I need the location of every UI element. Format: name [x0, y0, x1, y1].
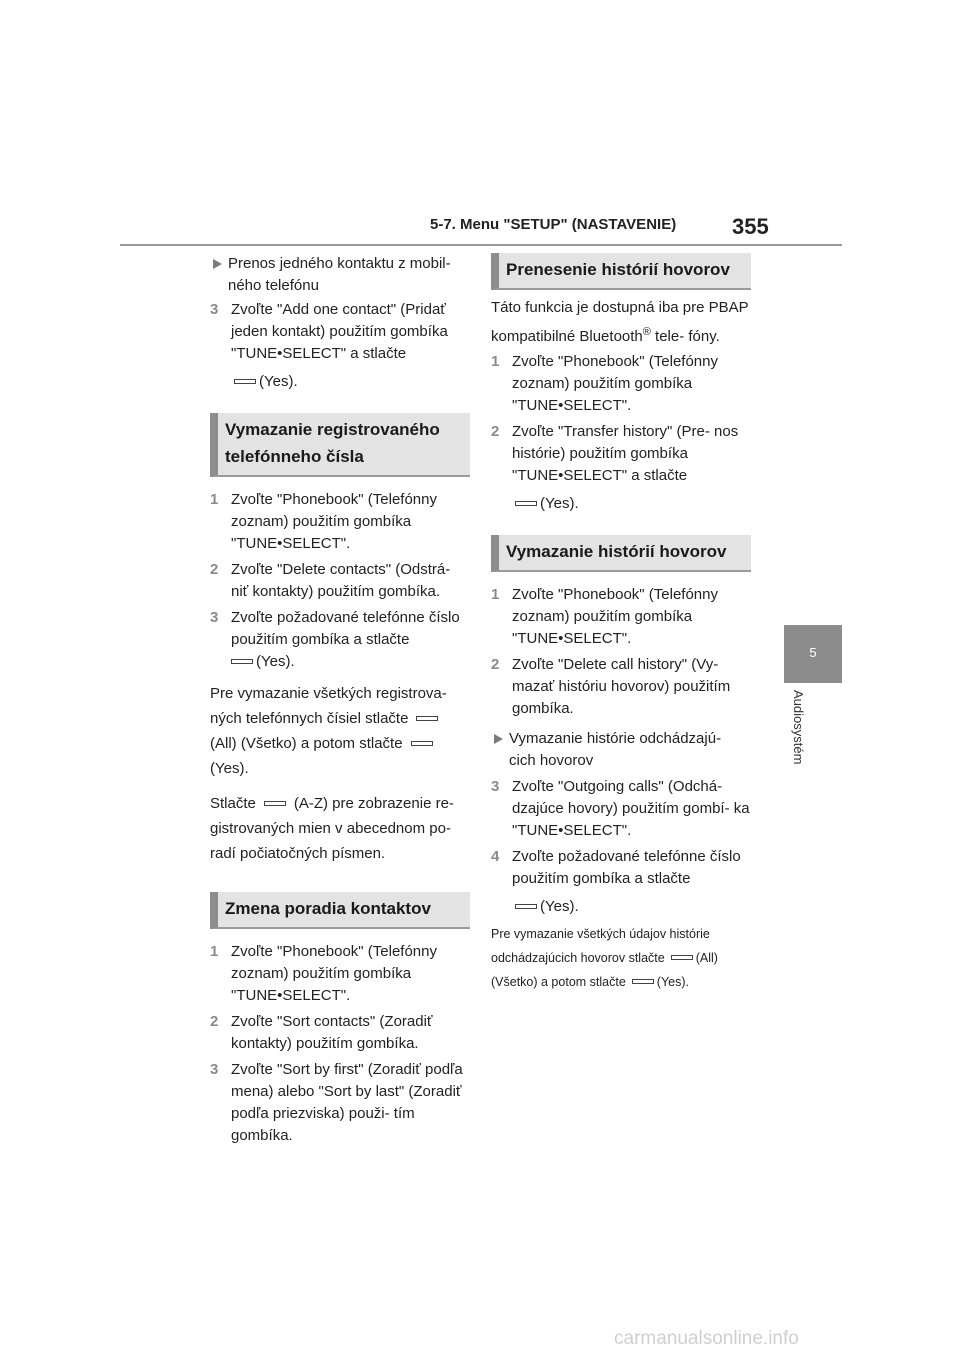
- step-item: 1 Zvoľte "Phonebook" (Telefónny zoznam) použitím gombíka "TUNE•SELECT".: [491, 586, 718, 647]
- bullet-item: Vymazanie histórie odchádzajú- cich hovorov: [491, 728, 751, 772]
- step-item: 3 Zvoľte "Outgoing calls" (Odchá- dzajúce hovory) použitím gombí- ka "TUNE•SELECT".: [491, 778, 750, 839]
- chapter-tab[interactable]: [784, 625, 842, 683]
- section-heading: Prenesenie histórií hovorov: [491, 253, 751, 290]
- step-item: 1 Zvoľte "Phonebook" (Telefónny zoznam) použitím gombíka "TUNE•SELECT".: [491, 353, 718, 414]
- button-icon: [671, 955, 693, 960]
- button-icon: [231, 659, 253, 664]
- button-icon: [515, 904, 537, 909]
- note: Pre vymazanie všetkých údajov histórie odchádzajúcich hovorov stlačte (All) (Všetko) a potom stlačte (Yes).: [491, 927, 718, 989]
- step-item: 1 Zvoľte "Phonebook" (Telefónny zoznam) použitím gombíka "TUNE•SELECT".: [210, 491, 437, 552]
- chapter-tab-label: Audiosystém: [791, 690, 806, 765]
- paragraph: Pre vymazanie všetkých registrova- ných telefónnych čísiel stlačte (All) (Všetko) a potom stlačte (Yes).: [210, 685, 447, 777]
- step-item: 3 Zvoľte "Add one contact" (Pridať jeden kontakt) použitím gombíka "TUNE•SELECT" a stlačte: [210, 301, 448, 362]
- section-title: 5-7. Menu "SETUP" (NASTAVENIE): [430, 216, 677, 233]
- step-item: 2 Zvoľte "Sort contacts" (Zoradiť kontakty) použitím gombíka.: [210, 1013, 433, 1052]
- button-icon: [234, 379, 256, 384]
- section-heading: Zmena poradia kontaktov: [210, 892, 470, 929]
- header-divider: [120, 244, 842, 246]
- left-column: [210, 253, 470, 1147]
- bullet-item: Prenos jedného kontaktu z mobil- ného telefónu: [210, 253, 470, 297]
- step-item: 3 Zvoľte "Sort by first" (Zoradiť podľa mena) alebo "Sort by last" (Zoradiť podľa priezviska) použi- tím gombíka.: [210, 1061, 463, 1144]
- step-item: 2 Zvoľte "Delete call history" (Vy- mazať históriu hovorov) použitím gombíka.: [491, 656, 731, 717]
- right-column: [491, 253, 751, 994]
- button-icon: [632, 979, 654, 984]
- button-icon: [416, 716, 438, 721]
- section-heading: Vymazanie registrovaného telefónneho čísla: [210, 413, 470, 477]
- button-icon: [515, 501, 537, 506]
- button-icon: [411, 741, 433, 746]
- yes-line: (Yes).: [491, 896, 751, 918]
- button-icon: [264, 801, 286, 806]
- watermark: carmanualsonline.info: [614, 1328, 799, 1349]
- step-item: 2 Zvoľte "Delete contacts" (Odstrá- niť kontakty) použitím gombíka.: [210, 561, 451, 600]
- yes-line: (Yes).: [210, 371, 470, 393]
- step-item: 3 Zvoľte požadované telefónne číslo použitím gombíka a stlačte (Yes).: [210, 609, 460, 670]
- paragraph: Stlačte (A-Z) pre zobrazenie re- gistrovaných mien v abecednom po- radí počiatočných písmen.: [210, 795, 454, 862]
- step-item: 2 Zvoľte "Transfer history" (Pre- nos histórie) použitím gombíka "TUNE•SELECT" a stlačte: [491, 423, 739, 484]
- step-item: 4 Zvoľte požadované telefónne číslo použitím gombíka a stlačte: [491, 848, 741, 887]
- chapter-tab-number: 5: [809, 645, 817, 660]
- paragraph: Táto funkcia je dostupná iba pre PBAP kompatibilné Bluetooth® tele- fóny.: [491, 299, 749, 345]
- step-item: 1 Zvoľte "Phonebook" (Telefónny zoznam) použitím gombíka "TUNE•SELECT".: [210, 943, 437, 1004]
- page-number: 355: [732, 214, 769, 239]
- section-heading: Vymazanie histórií hovorov: [491, 535, 751, 572]
- yes-line: (Yes).: [491, 493, 751, 515]
